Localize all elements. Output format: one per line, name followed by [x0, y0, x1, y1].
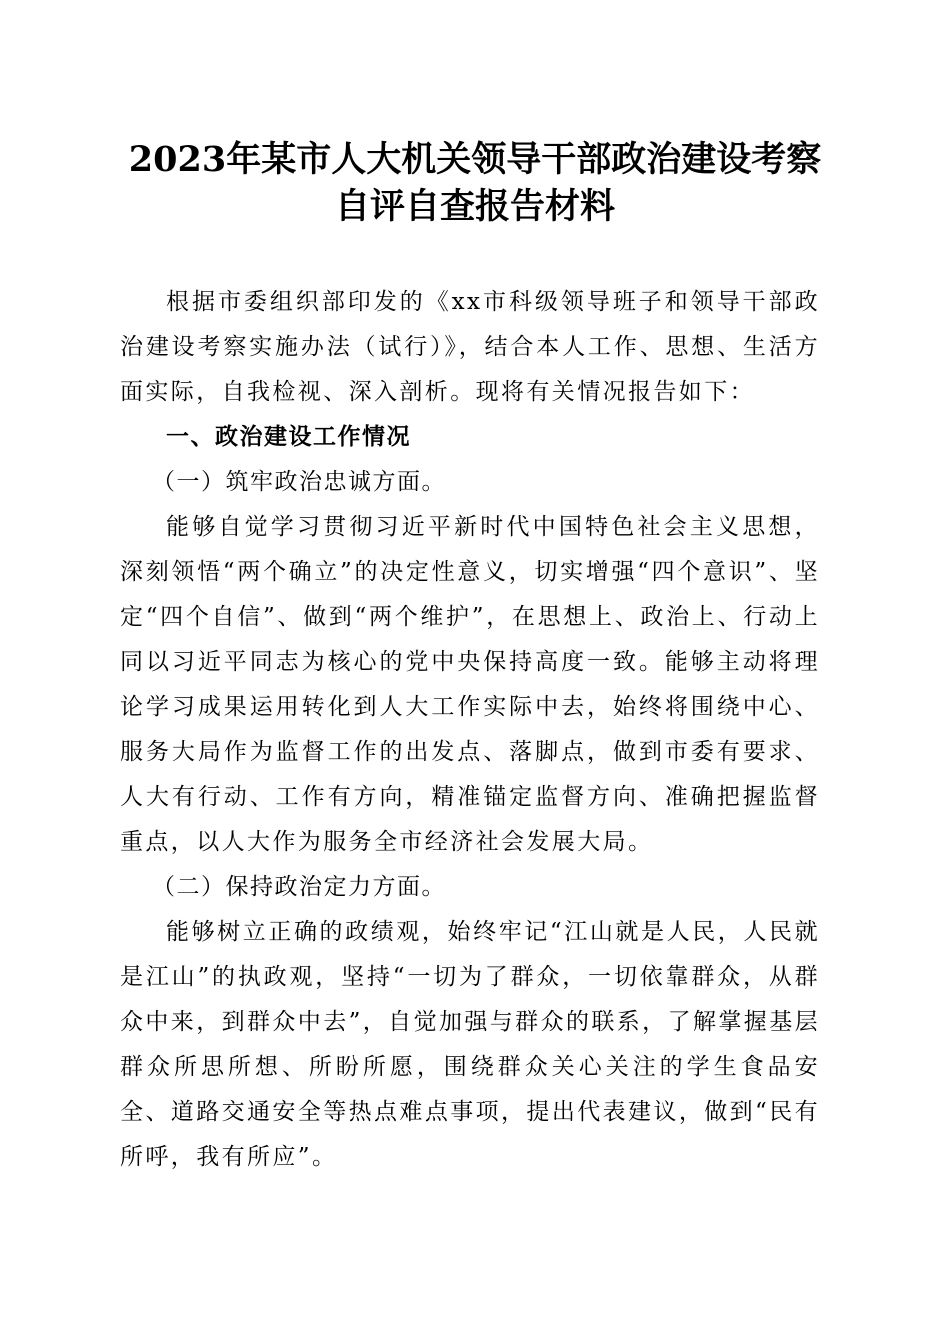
- document-body: [120, 280, 820, 1180]
- subsection-2-paragraph: 能够树立正确的政绩观，始终牢记“江山就是人民，人民就是江山”的执政观，坚持“一切为了群众，一切依靠群众，从群众中来，到群众中去”，自觉加强与群众的联系，了解掌握基层群众所思所想、所盼所愿，围绕群众关心关注的学生食品安全、道路交通安全等热点难点事项，提出代表建议，做到“民有所呼，我有所应”。: [120, 919, 820, 1170]
- subsection-heading-2: （二）保持政治定力方面。: [152, 874, 446, 900]
- subsection-heading-1: （一）筑牢政治忠诚方面。: [152, 469, 446, 495]
- intro-paragraph: 根据市委组织部印发的《xx市科级领导班子和领导干部政治建设考察实施办法（试行）》，结合本人工作、思想、生活方面实际，自我检视、深入剖析。现将有关情况报告如下：: [120, 289, 820, 405]
- document-title-line-2: 自评自查报告材料: [334, 186, 615, 227]
- document-title-line-1: 2023年某市人大机关领导干部政治建设考察: [128, 139, 822, 180]
- section-heading-1: 一、政治建设工作情况: [166, 424, 411, 450]
- subsection-1-paragraph: 能够自觉学习贯彻习近平新时代中国特色社会主义思想，深刻领悟“两个确立”的决定性意义，切实增强“四个意识”、坚定“四个自信”、做到“两个维护”，在思想上、政治上、行动上同以习近平同志为核心的党中央保持高度一致。能够主动将理论学习成果运用转化到人大工作实际中去，始终将围绕中心、服务大局作为监督工作的出发点、落脚点，做到市委有要求、人大有行动、工作有方向，精准锚定监督方向、准确把握监督重点，以人大作为服务全市经济社会发展大局。: [120, 514, 820, 855]
